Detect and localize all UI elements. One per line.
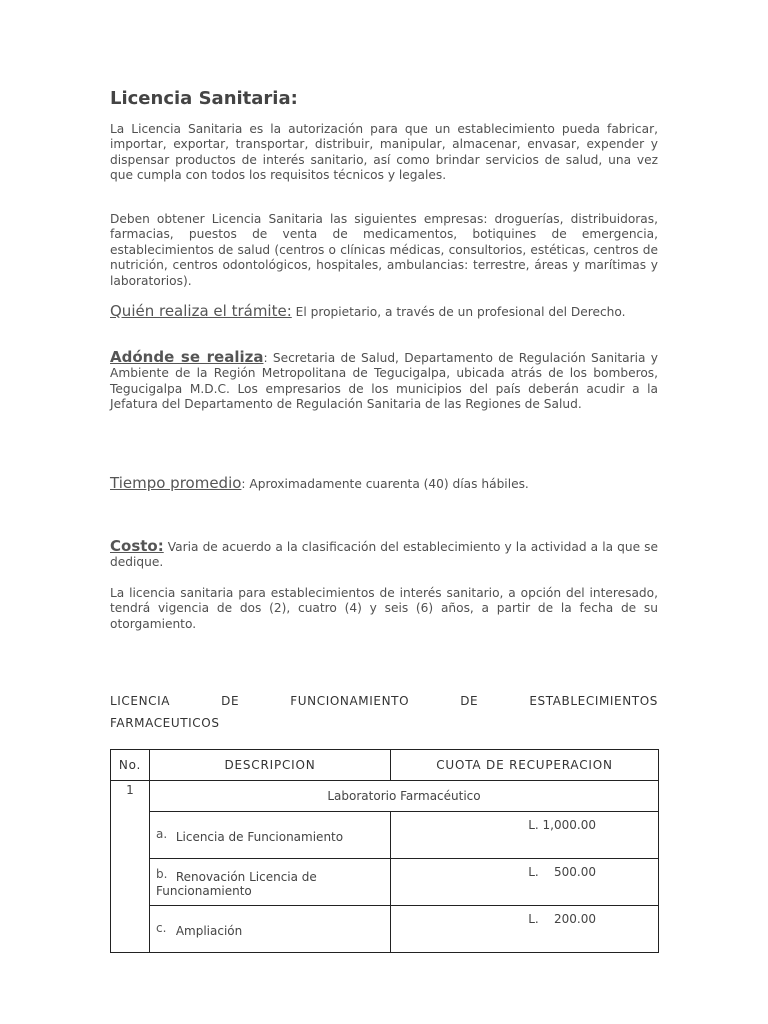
section-title-line1: LICENCIA DE FUNCIONAMIENTO DE ESTABLECIMIENTOS: [110, 694, 658, 708]
header-no: No.: [111, 750, 150, 781]
costo-text: Varia de acuerdo a la clasificación del establecimiento y la actividad a la que se dedique.: [110, 540, 658, 570]
group-number: 1: [111, 781, 150, 953]
row-cuota: L. 1,000.00: [391, 812, 659, 859]
costo-paragraph: [110, 539, 658, 571]
page-title: Licencia Sanitaria:: [110, 88, 298, 109]
table-header-row: [111, 750, 659, 781]
row-description: b. Renovación Licencia de Funcionamiento: [150, 859, 391, 906]
table-group-row: [111, 781, 659, 812]
group-label: Laboratorio Farmacéutico: [150, 781, 659, 812]
intro-paragraph: La Licencia Sanitaria es la autorización para que un establecimiento pueda fabricar, importar, exportar, transportar, distribuir, manipular, almacenar, envasar, expender y dispensar productos de interés sanitario, así como brindar servicios de salud, una vez que cumpla con todos los requisitos técnicos y legales.: [110, 122, 658, 183]
row-cuota: L. 500.00: [391, 859, 659, 906]
tiempo-text: : Aproximadamente cuarenta (40) días hábiles.: [241, 477, 529, 491]
adonde-heading: Adónde se realiza: [110, 348, 264, 366]
table-row: [111, 812, 659, 859]
table-row: [111, 859, 659, 906]
empresas-paragraph: Deben obtener Licencia Sanitaria las siguientes empresas: droguerías, distribuidoras, farmacias, puestos de venta de medicamentos, botiquines de emergencia, establecimientos de salud (centros o clínicas médicas, consultorios, estéticas, centros de nutrición, centros odontológicos, hospitales, ambulancias: terrestre, áreas y marítimas y laboratorios).: [110, 212, 658, 288]
costo-heading: Costo:: [110, 537, 164, 555]
tiempo-paragraph: [110, 476, 658, 492]
quien-heading: Quién realiza el trámite:: [110, 302, 292, 320]
adonde-text: : Secretaria de Salud, Departamento de Regulación Sanitaria y Ambiente de la Región Metropolitana de Tegucigalpa, ubicada atrás de los bomberos, Tegucigalpa M.D.C. Los empresarios de los municipios del país deberán acudir a la Jefatura del Departamento de Regulación Sanitaria de las Regiones de Salud.: [110, 351, 658, 412]
row-description: a. Licencia de Funcionamiento: [150, 812, 391, 859]
fees-table: [110, 749, 659, 953]
row-cuota: L. 200.00: [391, 906, 659, 953]
header-descripcion: DESCRIPCION: [150, 750, 391, 781]
section-title-line2: FARMACEUTICOS: [110, 716, 220, 730]
adonde-paragraph: [110, 350, 658, 413]
quien-paragraph: [110, 304, 658, 320]
tiempo-heading: Tiempo promedio: [110, 474, 242, 492]
table-row: [111, 906, 659, 953]
quien-text: El propietario, a través de un profesional del Derecho.: [291, 305, 626, 319]
header-cuota: CUOTA DE RECUPERACION: [391, 750, 659, 781]
vigencia-paragraph: La licencia sanitaria para establecimientos de interés sanitario, a opción del interesado, tendrá vigencia de dos (2), cuatro (4) y seis (6) años, a partir de la fecha de su otorgamiento.: [110, 586, 658, 631]
row-description: c. Ampliación: [150, 906, 391, 953]
